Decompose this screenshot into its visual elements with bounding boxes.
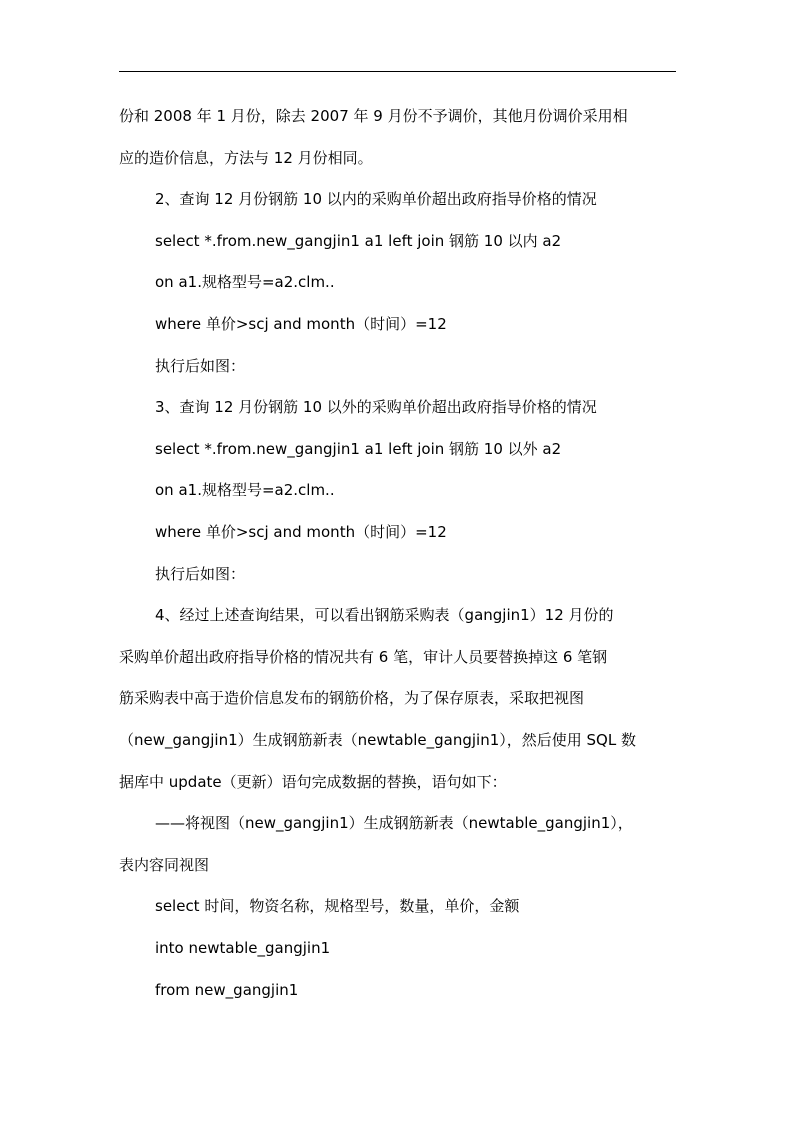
code-line: select 时间，物资名称，规格型号，数量，单价，金额 xyxy=(155,897,520,915)
code-line: where 单价>scj and month（时间）=12 xyxy=(155,523,447,541)
code-line: from new_gangjin1 xyxy=(155,981,299,999)
code-line: on a1.规格型号=a2.clm.. xyxy=(155,273,335,291)
text-line: 3、查询 12 月份钢筋 10 以外的采购单价超出政府指导价格的情况 xyxy=(155,398,597,416)
text-line: 表内容同视图 xyxy=(119,856,210,874)
text-line: 执行后如图： xyxy=(155,357,246,375)
code-line: on a1.规格型号=a2.clm.. xyxy=(155,481,335,499)
code-line: where 单价>scj and month（时间）=12 xyxy=(155,315,447,333)
code-line: into newtable_gangjin1 xyxy=(155,939,331,957)
text-line: 据库中 update（更新）语句完成数据的替换，语句如下： xyxy=(119,773,507,791)
code-line: select *.from.new_gangjin1 a1 left join 钢筋 10 以内 a2 xyxy=(155,232,562,250)
text-line: 筋采购表中高于造价信息发布的钢筋价格，为了保存原表，采取把视图 xyxy=(119,689,585,707)
header-rule xyxy=(119,71,676,72)
code-line: select *.from.new_gangjin1 a1 left join 钢筋 10 以外 a2 xyxy=(155,440,562,458)
text-line: 4、经过上述查询结果，可以看出钢筋采购表（gangjin1）12 月份的 xyxy=(155,606,614,624)
text-line: ——将视图（new_gangjin1）生成钢筋新表（newtable_gangjin1）， xyxy=(155,814,633,832)
text-line: 2、查询 12 月份钢筋 10 以内的采购单价超出政府指导价格的情况 xyxy=(155,190,597,208)
text-line: 执行后如图： xyxy=(155,565,246,583)
text-line: （new_gangjin1）生成钢筋新表（newtable_gangjin1），然后使用 SQL 数 xyxy=(119,731,636,749)
text-line: 份和 2008 年 1 月份，除去 2007 年 9 月份不予调价，其他月份调价采用相 xyxy=(119,107,628,125)
text-line: 应的造价信息，方法与 12 月份相同。 xyxy=(119,149,373,167)
text-line: 采购单价超出政府指导价格的情况共有 6 笔，审计人员要替换掉这 6 笔钢 xyxy=(119,648,608,666)
